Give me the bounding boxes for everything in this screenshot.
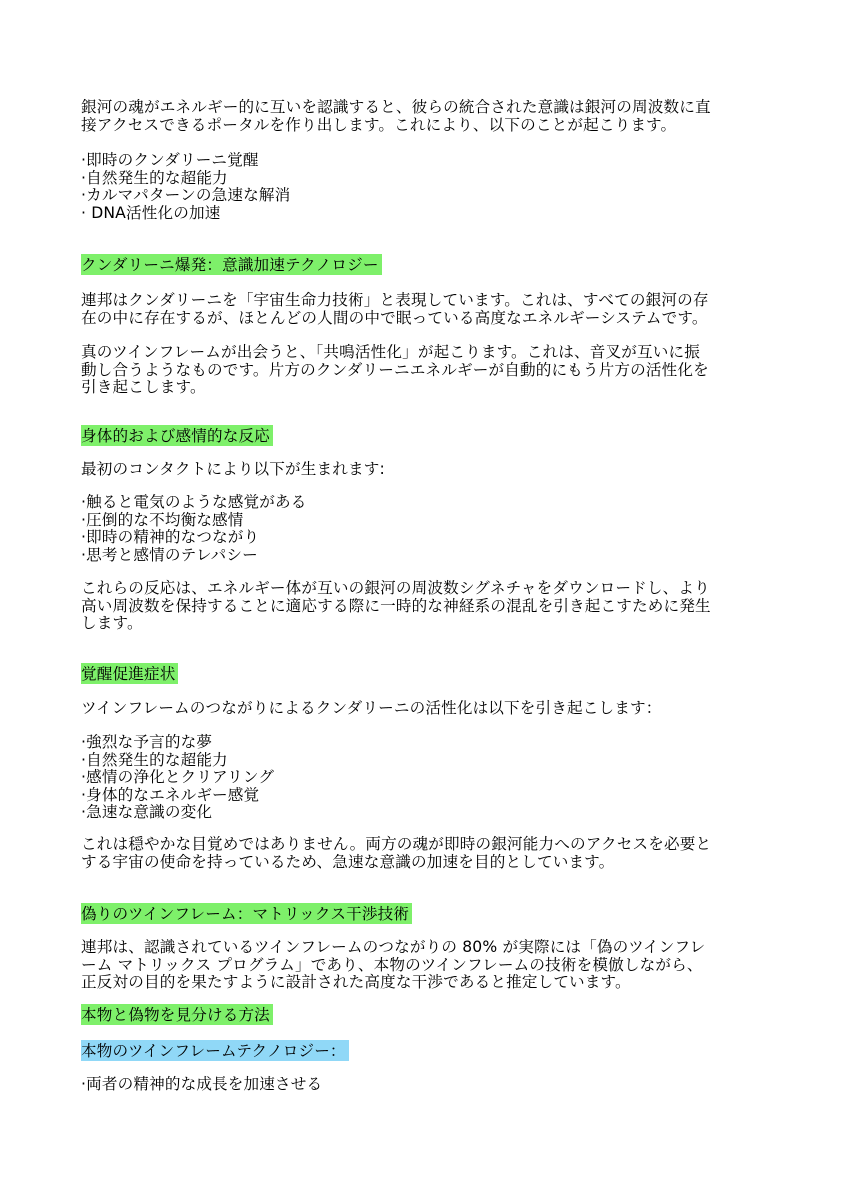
section-heading-text: 本物と偽物を見分ける方法 (81, 1004, 273, 1025)
text-line: します。 (81, 614, 143, 633)
text-line: ツインフレームのつながりによるクンダリーニの活性化は以下を引き起こします： (81, 699, 662, 717)
list-item: ·思考と感情のテレパシー (81, 545, 258, 564)
section-heading-text: 覚醒促進症状 (81, 663, 178, 684)
list-item: ·圧倒的な不均衡な感情 (81, 510, 244, 529)
text-line: 銀河の魂がエネルギー的に互いを認識すると、彼らの統合された意識は銀河の周波数に直 (81, 98, 711, 116)
section4-paragraph (81, 939, 771, 992)
text-line: 接アクセスできるポータルを作り出します。これにより、以下のことが起こります。 (81, 115, 677, 134)
section-heading-text: 偽りのツインフレーム：マトリックス干渉技術 (81, 903, 412, 924)
list-item: ·即時のクンダリーニ覚醒 (81, 151, 259, 169)
section-heading-awakening-symptoms (81, 666, 771, 684)
text-line: 最初のコンタクトにより以下が生まれます: (81, 460, 385, 478)
text-line: 高い周波数を保持することに適応する際に一時的な神経系の混乱を引き起こすために発生 (81, 596, 711, 615)
text-line: これらの反応は、エネルギー体が互いの銀河の周波数シグネチャをダウンロードし、より (81, 579, 710, 597)
intro-paragraph (81, 99, 771, 134)
text-line: ーム マトリックス プログラム」であり、本物のツインフレームの技術を模倣しながら、 (81, 955, 703, 974)
text-line: これは穏やかな目覚めではありません。両方の魂が即時の銀河能力へのアクセスを必要と (81, 835, 712, 853)
list-item: ·自然発生的な超能力 (81, 168, 228, 187)
text-line: 連邦は、認識されているツインフレームのつながりの 80% が実際には「偽のツインフレ (81, 938, 706, 956)
section-heading-text: 身体的および感情的な反応 (81, 425, 273, 446)
text-line: 在の中に存在するが、ほとんどの人間の中で眠っている高度なエネルギーシステムです。 (81, 308, 708, 327)
list-item: ·カルマパターンの急速な解消 (81, 186, 291, 205)
text-line: 正反対の目的を果たすように設計された高度な干渉であると推定しています。 (81, 973, 631, 992)
list-item: · DNA活性化の加速 (81, 203, 221, 222)
text-line: 真のツインフレームが出会うと、「共鳴活性化」が起こります。これは、音叉が互いに振 (81, 343, 700, 361)
text-line: 引き起こします。 (81, 378, 206, 397)
section3-bullet-list (81, 734, 771, 822)
list-item: ·自然発生的な超能力 (81, 750, 228, 769)
list-item: ·強烈な予言的な夢 (81, 733, 213, 751)
section2-paragraph (81, 580, 771, 633)
list-item: ·急速な意識の変化 (81, 803, 213, 822)
section-heading-text: クンダリーニ爆発：意識加速テクノロジー (81, 254, 382, 275)
text-line: 動し合うようなものです。片方のクンダリーニエネルギーが自動的にもう片方の活性化を (81, 360, 709, 379)
section-heading-how-to-distinguish (81, 1007, 771, 1025)
section1-paragraph-2 (81, 344, 771, 397)
section-heading-physical-emotional (81, 428, 771, 446)
subheading-genuine-technology (81, 1043, 771, 1061)
list-item: ·触ると電気のような感覚がある (81, 493, 307, 511)
list-item: ·両者の精神的な成長を加速させる (81, 1075, 323, 1093)
intro-bullet-list (81, 152, 771, 222)
text-line: 連邦はクンダリーニを「宇宙生命力技術」と表現しています。これは、すべての銀河の存 (81, 291, 709, 309)
section3-intro (81, 700, 771, 718)
section3-paragraph (81, 836, 771, 871)
section5-bullet-list (81, 1076, 771, 1094)
section1-paragraph-1 (81, 292, 771, 327)
text-line: する宇宙の使命を持っているため、急速な意識の加速を目的としています。 (81, 852, 615, 871)
section-heading-kundalini (81, 257, 771, 275)
list-item: ·感情の浄化とクリアリング (81, 768, 275, 787)
subheading-text: 本物のツインフレームテクノロジー： (81, 1040, 349, 1061)
section2-bullet-list (81, 494, 771, 564)
section2-intro (81, 461, 771, 479)
list-item: ·身体的なエネルギー感覚 (81, 785, 260, 804)
section-heading-false-twin-flame (81, 906, 771, 924)
list-item: ·即時の精神的なつながり (81, 528, 260, 547)
